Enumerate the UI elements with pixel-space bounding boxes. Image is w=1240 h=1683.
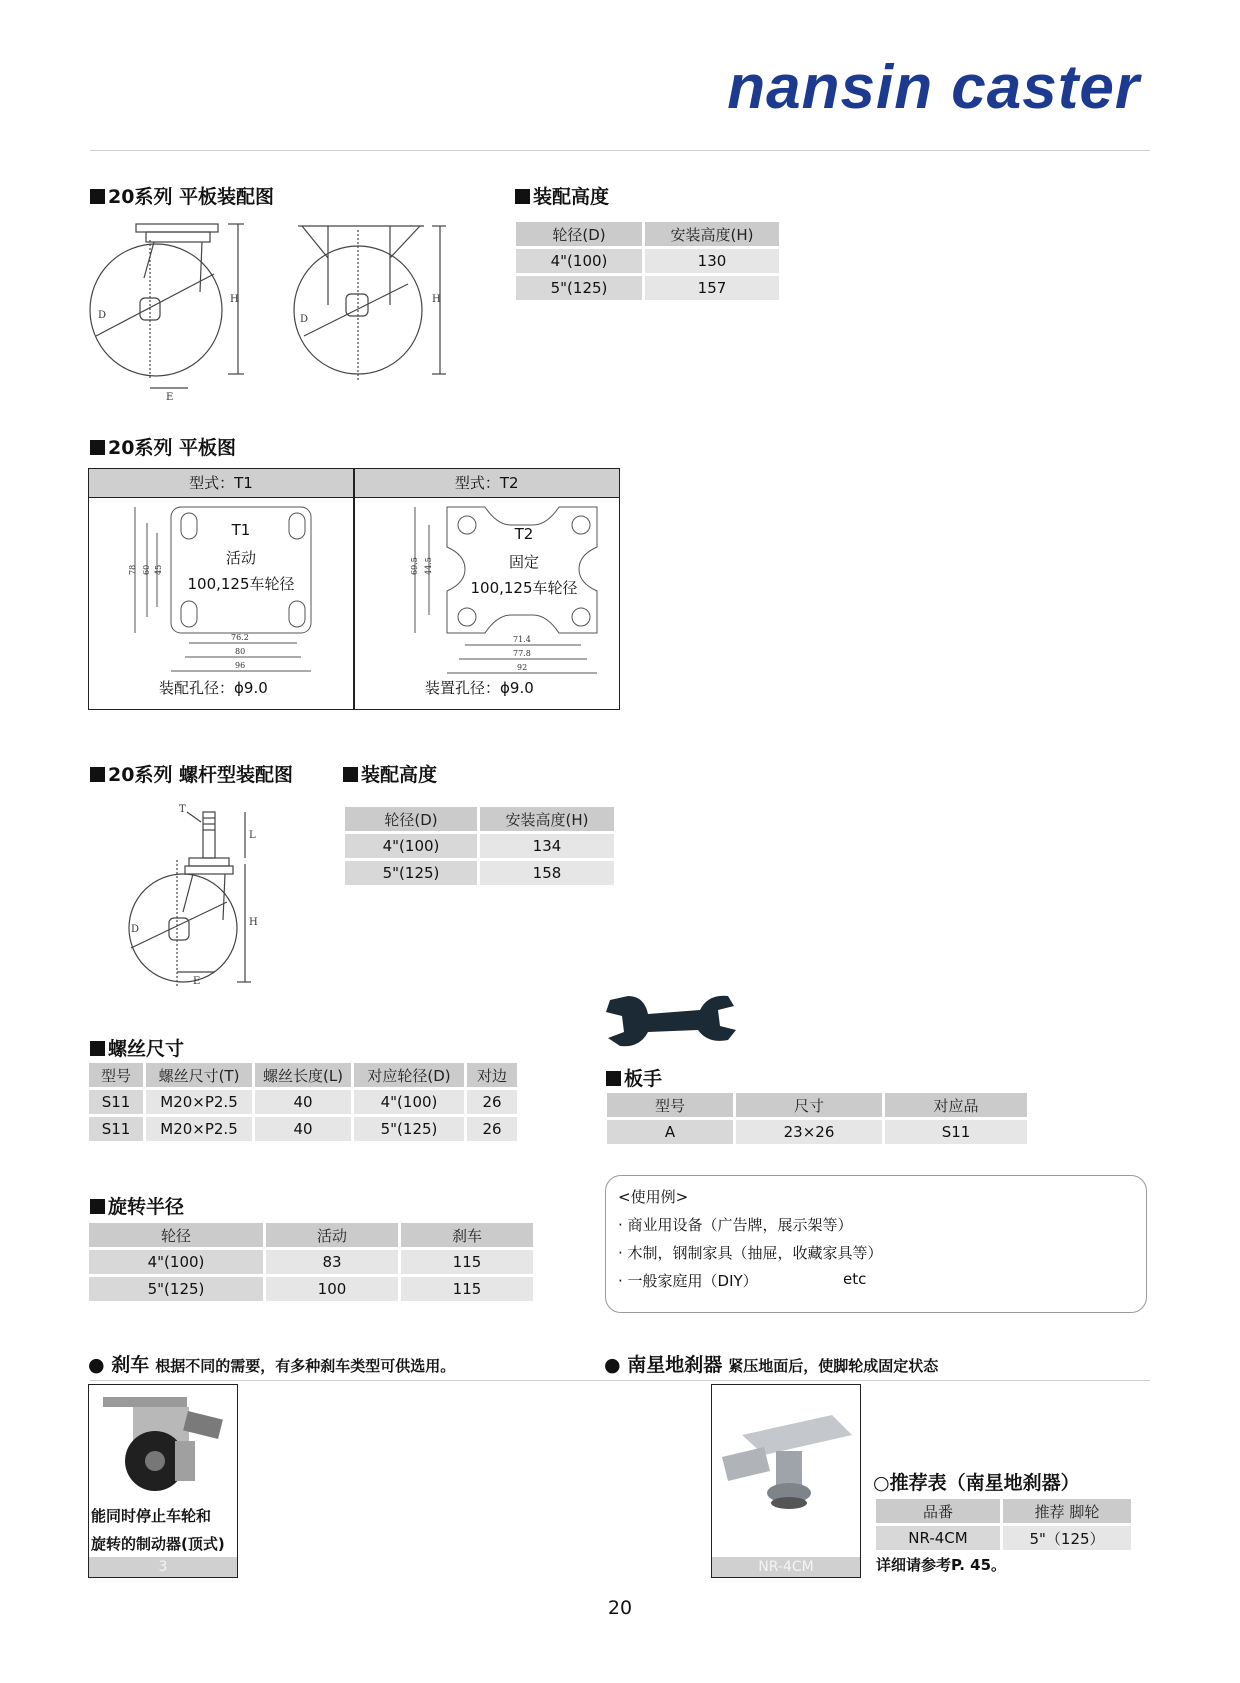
plate-t2-line1: T2 xyxy=(514,525,534,543)
label-d-2: D xyxy=(300,314,309,325)
recommend-note: 详细请参考P. 45。 xyxy=(876,1556,1007,1574)
usage-item-2: · 木制，钢制家具（抽屉，收藏家具等） xyxy=(618,1244,883,1262)
section-title-height-1: 装配高度 xyxy=(515,182,609,209)
bottom-rule xyxy=(90,1380,1150,1381)
label-h-2: H xyxy=(432,294,441,305)
plate-t2-header: 型式：T2 xyxy=(355,469,620,498)
label-e-3: E xyxy=(193,976,201,987)
recommend-table: 品番 推荐 脚轮 NR-4CM 5"（125） xyxy=(873,1496,1134,1553)
wrench-icon xyxy=(600,992,750,1052)
plate-t2-line2: 固定 xyxy=(508,553,539,571)
label-d-3: D xyxy=(131,924,140,935)
section-title-radius: 旋转半径 xyxy=(90,1192,184,1219)
height-table-1: 轮径(D) 安装高度(H) 4"(100) 130 5"(125) 157 xyxy=(513,219,782,303)
label-t-3: T xyxy=(179,804,186,815)
header-rule xyxy=(90,150,1150,151)
plate-assembly-drawing xyxy=(88,210,468,400)
brake-section-title: ● 刹车 根据不同的需要，有多种刹车类型可供选用。 xyxy=(88,1354,456,1376)
height-table-2: 轮径(D) 安装高度(H) 4"(100) 134 5"(125) 158 xyxy=(342,804,617,888)
plate-t1-line1: T1 xyxy=(231,521,251,539)
plate-t2-footer: 装置孔径：ϕ9.0 xyxy=(425,679,534,697)
floor-brake-section-title: ● 南星地刹器 紧压地面后，使脚轮成固定状态 xyxy=(604,1354,939,1376)
brand-logo: nansin caster xyxy=(727,53,1140,122)
brake-photo-label: 3 xyxy=(89,1557,237,1577)
usage-item-1: · 商业用设备（广告牌，展示架等） xyxy=(618,1216,853,1234)
plate-t2-line3: 100,125车轮径 xyxy=(470,579,578,597)
svg-text:76.2: 76.2 xyxy=(231,633,249,642)
section-title-plate: 20系列 平板图 xyxy=(90,433,236,460)
svg-text:78: 78 xyxy=(128,564,137,575)
svg-text:60: 60 xyxy=(142,564,151,575)
floor-brake-photo-label: NR-4CM xyxy=(712,1557,860,1577)
usage-item-3: · 一般家庭用（DIY） xyxy=(618,1272,758,1290)
radius-table: 轮径 活动 刹车 4"(100) 83 115 5"(125) 100 115 xyxy=(86,1220,536,1304)
label-l-3: L xyxy=(249,830,256,841)
svg-text:77.8: 77.8 xyxy=(513,649,531,658)
usage-etc: etc xyxy=(843,1270,867,1288)
svg-text:71.4: 71.4 xyxy=(513,635,531,644)
section-title-plate-assembly: 20系列 平板装配图 xyxy=(90,182,274,209)
plate-t1-line3: 100,125车轮径 xyxy=(187,575,295,593)
brake-caption-1: 能同时停止车轮和 xyxy=(91,1507,212,1525)
svg-text:80: 80 xyxy=(235,647,246,656)
label-h-1: H xyxy=(230,294,239,305)
plate-diagram-box xyxy=(88,468,620,710)
brake-caster-image xyxy=(89,1385,237,1497)
svg-text:96: 96 xyxy=(235,661,246,670)
label-e-1: E xyxy=(166,392,174,400)
label-d-1: D xyxy=(98,310,107,321)
section-title-screw: 螺丝尺寸 xyxy=(90,1034,184,1061)
floor-brake-photo xyxy=(711,1384,861,1578)
section-title-wrench: 板手 xyxy=(606,1064,662,1091)
label-h-3: H xyxy=(249,917,258,928)
svg-text:45: 45 xyxy=(154,564,163,575)
brake-caster-photo xyxy=(88,1384,238,1578)
svg-text:92: 92 xyxy=(517,663,528,672)
wrench-table: 型号 尺寸 对应品 A 23×26 S11 xyxy=(604,1090,1030,1147)
svg-text:69.5: 69.5 xyxy=(410,557,419,575)
plate-t1-footer: 装配孔径：ϕ9.0 xyxy=(159,679,268,697)
usage-title: <使用例> xyxy=(618,1188,689,1206)
usage-example-box xyxy=(605,1175,1147,1313)
stem-assembly-drawing xyxy=(125,800,275,990)
plate-t1-line2: 活动 xyxy=(225,549,256,567)
brake-caption-2: 旋转的制动器(顶式) xyxy=(91,1535,225,1553)
svg-text:44.5: 44.5 xyxy=(424,557,433,575)
recommend-title: ○推荐表（南星地刹器） xyxy=(873,1472,1080,1494)
floor-brake-image xyxy=(712,1385,860,1555)
plate-t1-header: 型式：T1 xyxy=(89,469,353,498)
section-title-stem-assembly: 20系列 螺杆型装配图 xyxy=(90,760,293,787)
section-title-height-2: 装配高度 xyxy=(343,760,437,787)
page-number: 20 xyxy=(607,1597,633,1619)
screw-table: 型号 螺丝尺寸(T) 螺丝长度(L) 对应轮径(D) 对边 S11 M20×P2.5 40 4"(100) 26 S11 M20×P2.5 40 5"(125) 26 xyxy=(86,1060,520,1144)
